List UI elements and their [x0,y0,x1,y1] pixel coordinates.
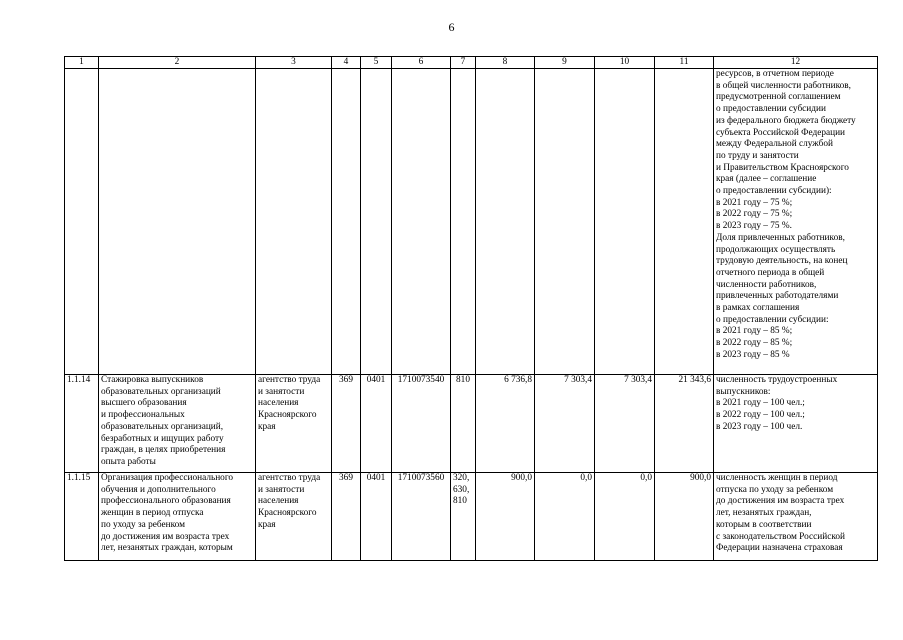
table-row [65,375,878,473]
column-number-row [65,57,878,69]
amount-2022: 0,0 [535,473,595,561]
indicator-cell: численность трудоустроенных выпускников: в 2021 году – 100 чел.; в 2022 году – 100 чел.; в 2023 году – 100 чел. [714,375,878,473]
column-header: 8 [476,57,535,69]
column-header: 12 [714,57,878,69]
table-row [65,473,878,561]
amount-total: 21 343,6 [655,375,714,473]
column-header: 2 [99,57,256,69]
row-number: 1.1.14 [65,375,99,473]
amount-2022: 7 303,4 [535,375,595,473]
column-header: 9 [535,57,595,69]
column-header: 11 [655,57,714,69]
executor: агентство труда и занятости населения Красноярского края [256,375,332,473]
amount-2023: 0,0 [595,473,655,561]
column-header: 10 [595,57,655,69]
vr-code: 320, 630, 810 [451,473,476,561]
amount-total: 900,0 [655,473,714,561]
rzpr-code: 0401 [361,375,392,473]
amount-2023: 7 303,4 [595,375,655,473]
column-header: 7 [451,57,476,69]
column-header: 4 [332,57,361,69]
grbs-code: 369 [332,473,361,561]
column-header: 5 [361,57,392,69]
rzpr-code: 0401 [361,473,392,561]
csr-code: 1710073540 [392,375,451,473]
column-header: 6 [392,57,451,69]
page-number: 6 [448,20,455,34]
amount-2021: 900,0 [476,473,535,561]
executor: агентство труда и занятости населения Красноярского края [256,473,332,561]
program-table [64,56,878,561]
row-number: 1.1.15 [65,473,99,561]
indicator-cell: ресурсов, в отчетном периоде в общей численности работников, предусмотренной соглашением о предоставлении субсидии из федерального бюджета бюджету субъекта Российской Федерации между Федеральной службой по труду и занятости и Правительством Красноярского края (далее – соглашение о предоставлении субсидии): в 2021 году – 75 %; в 2022 году – 75 %; в 2023 году – 75 %. Доля привлеченных работников, продолжающих осуществлять трудовую деятельность, на конец отчетного периода в общей численности работников, привлеченных работодателями в рамках соглашения о предоставлении субсидии: в 2021 году – 85 %; в 2022 году – 85 %; в 2023 году – 85 % [714,69,878,375]
column-header: 3 [256,57,332,69]
csr-code: 1710073560 [392,473,451,561]
indicator-cell: численность женщин в период отпуска по уходу за ребенком до достижения им возраста трех лет, незанятых граждан, которым в соответствии с законодательством Российской Федерации назначена страховая [714,473,878,561]
continuation-row [65,69,878,375]
column-header: 1 [65,57,99,69]
measure-name: Стажировка выпускников образовательных организаций высшего образования и профессиональных образовательных организаций, безработных и ищущих работу граждан, в целях приобретения опыта работы [99,375,256,473]
grbs-code: 369 [332,375,361,473]
vr-code: 810 [451,375,476,473]
amount-2021: 6 736,8 [476,375,535,473]
measure-name: Организация профессионального обучения и дополнительного профессионального образования женщин в период отпуска по уходу за ребенком до достижения им возраста трех лет, незанятых граждан, которым [99,473,256,561]
